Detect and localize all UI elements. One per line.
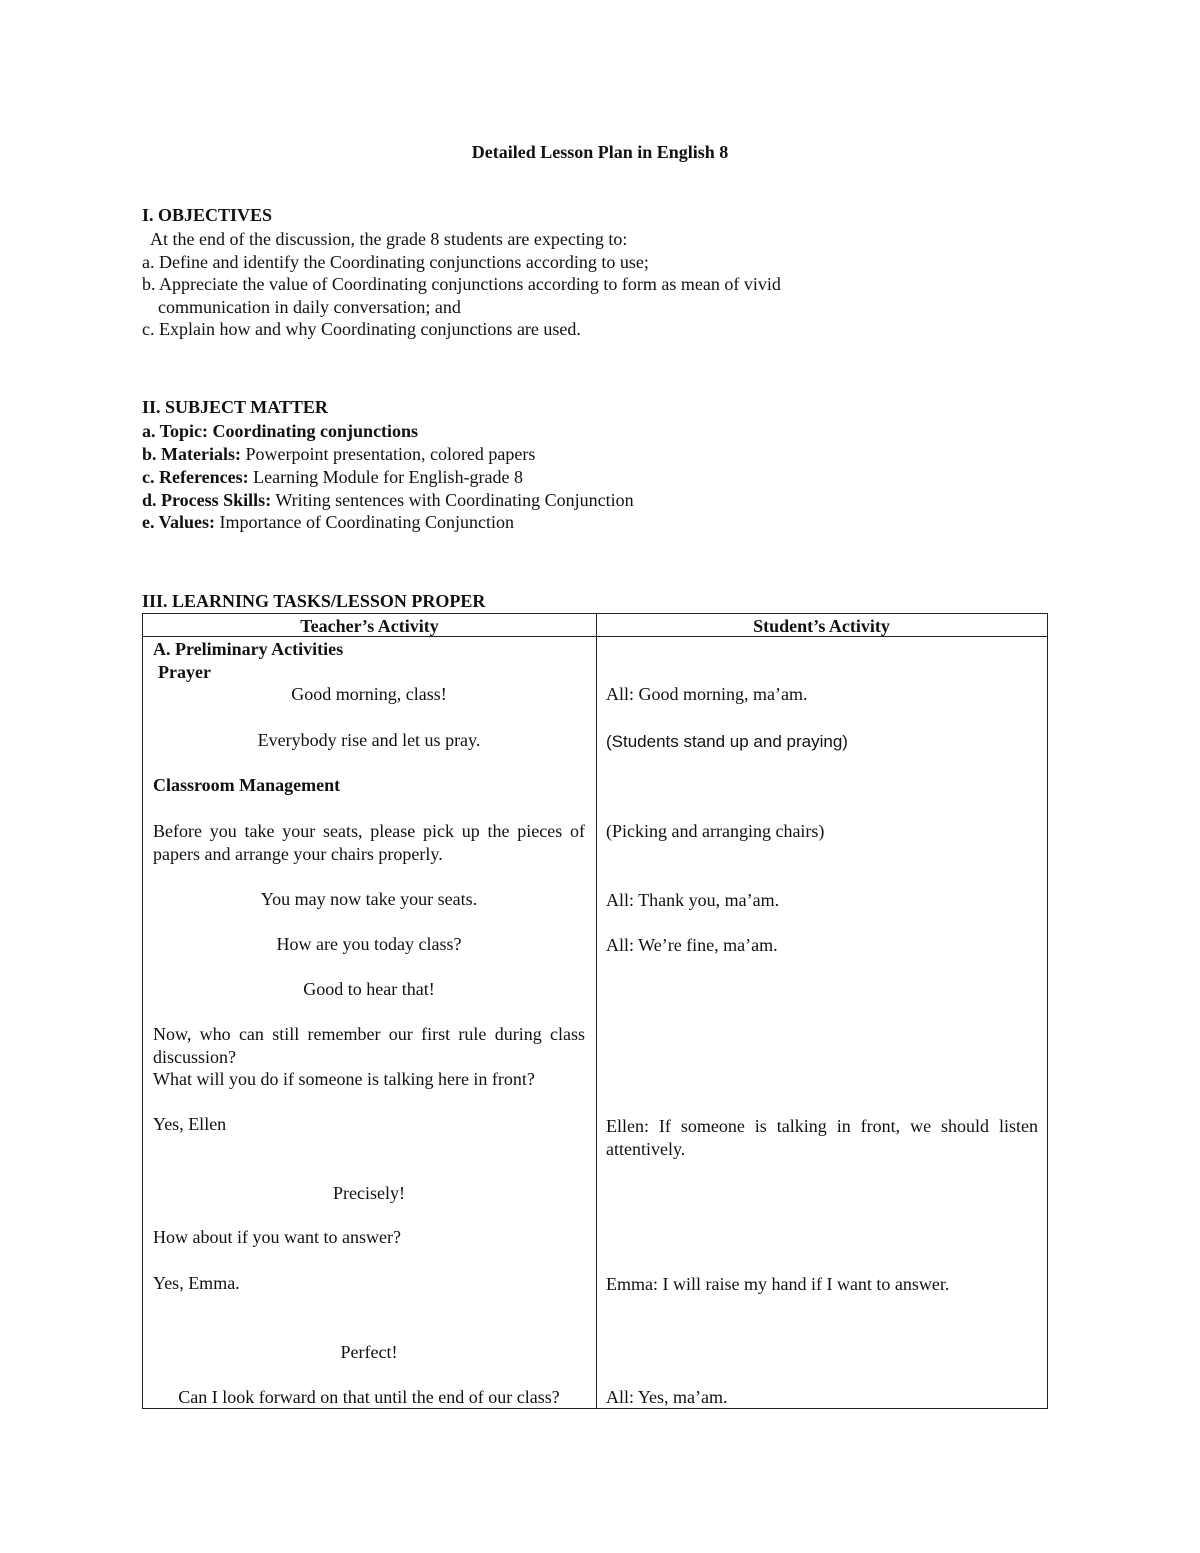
teacher-line: Now, who can still remember our first rule during class discussion? <box>153 1024 585 1067</box>
objectives-intro: At the end of the discussion, the grade 8 students are expecting to: <box>150 229 628 249</box>
topic-line <box>142 420 418 443</box>
materials-label: b. Materials: <box>142 444 241 464</box>
student-line: All: Thank you, ma’am. <box>606 890 780 910</box>
objective-item-a: a. Define and identify the Coordinating conjunctions according to use; <box>142 252 649 272</box>
values-line <box>142 511 514 534</box>
teacher-line: Yes, Ellen <box>153 1114 227 1134</box>
process-skills-line <box>142 489 634 512</box>
teacher-line: Before you take your seats, please pick up the pieces of papers and arrange your chairs properly. <box>153 821 585 864</box>
student-line: Ellen: If someone is talking in front, we should listen attentively. <box>606 1116 1038 1159</box>
preliminary-activities-heading: A. Preliminary Activities <box>153 639 344 659</box>
objective-item-b: b. Appreciate the value of Coordinating conjunctions according to form as mean of vivid <box>142 274 781 294</box>
teacher-line: How about if you want to answer? <box>153 1227 401 1247</box>
references-line <box>142 466 523 489</box>
student-line: (Students stand up and praying) <box>606 732 848 751</box>
teacher-line: Yes, Emma. <box>153 1273 240 1293</box>
teacher-line: Can I look forward on that until the end of our class? <box>178 1387 560 1407</box>
objectives-heading: I. OBJECTIVES <box>142 205 273 225</box>
prayer-heading: Prayer <box>158 662 211 682</box>
teacher-line: What will you do if someone is talking here in front? <box>153 1069 535 1089</box>
classroom-management-heading: Classroom Management <box>153 775 341 795</box>
materials-line <box>142 443 535 466</box>
process-skills-label: d. Process Skills: <box>142 490 272 510</box>
values-value: Importance of Coordinating Conjunction <box>219 512 514 532</box>
objective-item-b-cont: communication in daily conversation; and <box>158 297 461 317</box>
teacher-line: How are you today class? <box>276 934 462 954</box>
teacher-line: Perfect! <box>340 1342 398 1362</box>
student-line: All: Good morning, ma’am. <box>606 684 808 704</box>
values-label: e. Values: <box>142 512 216 532</box>
teacher-line: Good morning, class! <box>291 684 447 704</box>
teacher-line: Everybody rise and let us pray. <box>257 730 481 750</box>
topic-value: Coordinating conjunctions <box>212 421 419 441</box>
student-line: (Picking and arranging chairs) <box>606 821 825 841</box>
objective-item-c: c. Explain how and why Coordinating conjunctions are used. <box>142 319 581 339</box>
teacher-activity-header: Teacher’s Activity <box>300 616 439 636</box>
student-line: All: Yes, ma’am. <box>606 1387 728 1407</box>
teacher-line: Precisely! <box>333 1183 405 1203</box>
activities-table <box>142 613 1048 1409</box>
header-divider <box>143 636 1047 637</box>
student-line: Emma: I will raise my hand if I want to answer. <box>606 1274 950 1294</box>
teacher-line: Good to hear that! <box>303 979 435 999</box>
teacher-line: You may now take your seats. <box>260 889 478 909</box>
column-divider <box>596 614 597 1408</box>
document-title: Detailed Lesson Plan in English 8 <box>471 142 729 162</box>
student-line: All: We’re fine, ma’am. <box>606 935 778 955</box>
process-skills-value: Writing sentences with Coordinating Conjunction <box>275 490 634 510</box>
materials-value: Powerpoint presentation, colored papers <box>245 444 536 464</box>
references-value: Learning Module for English-grade 8 <box>253 467 524 487</box>
learning-tasks-heading: III. LEARNING TASKS/LESSON PROPER <box>142 591 486 611</box>
references-label: c. References: <box>142 467 249 487</box>
student-activity-header: Student’s Activity <box>753 616 890 636</box>
subject-matter-heading: II. SUBJECT MATTER <box>142 397 328 417</box>
topic-label: a. Topic: <box>142 421 209 441</box>
